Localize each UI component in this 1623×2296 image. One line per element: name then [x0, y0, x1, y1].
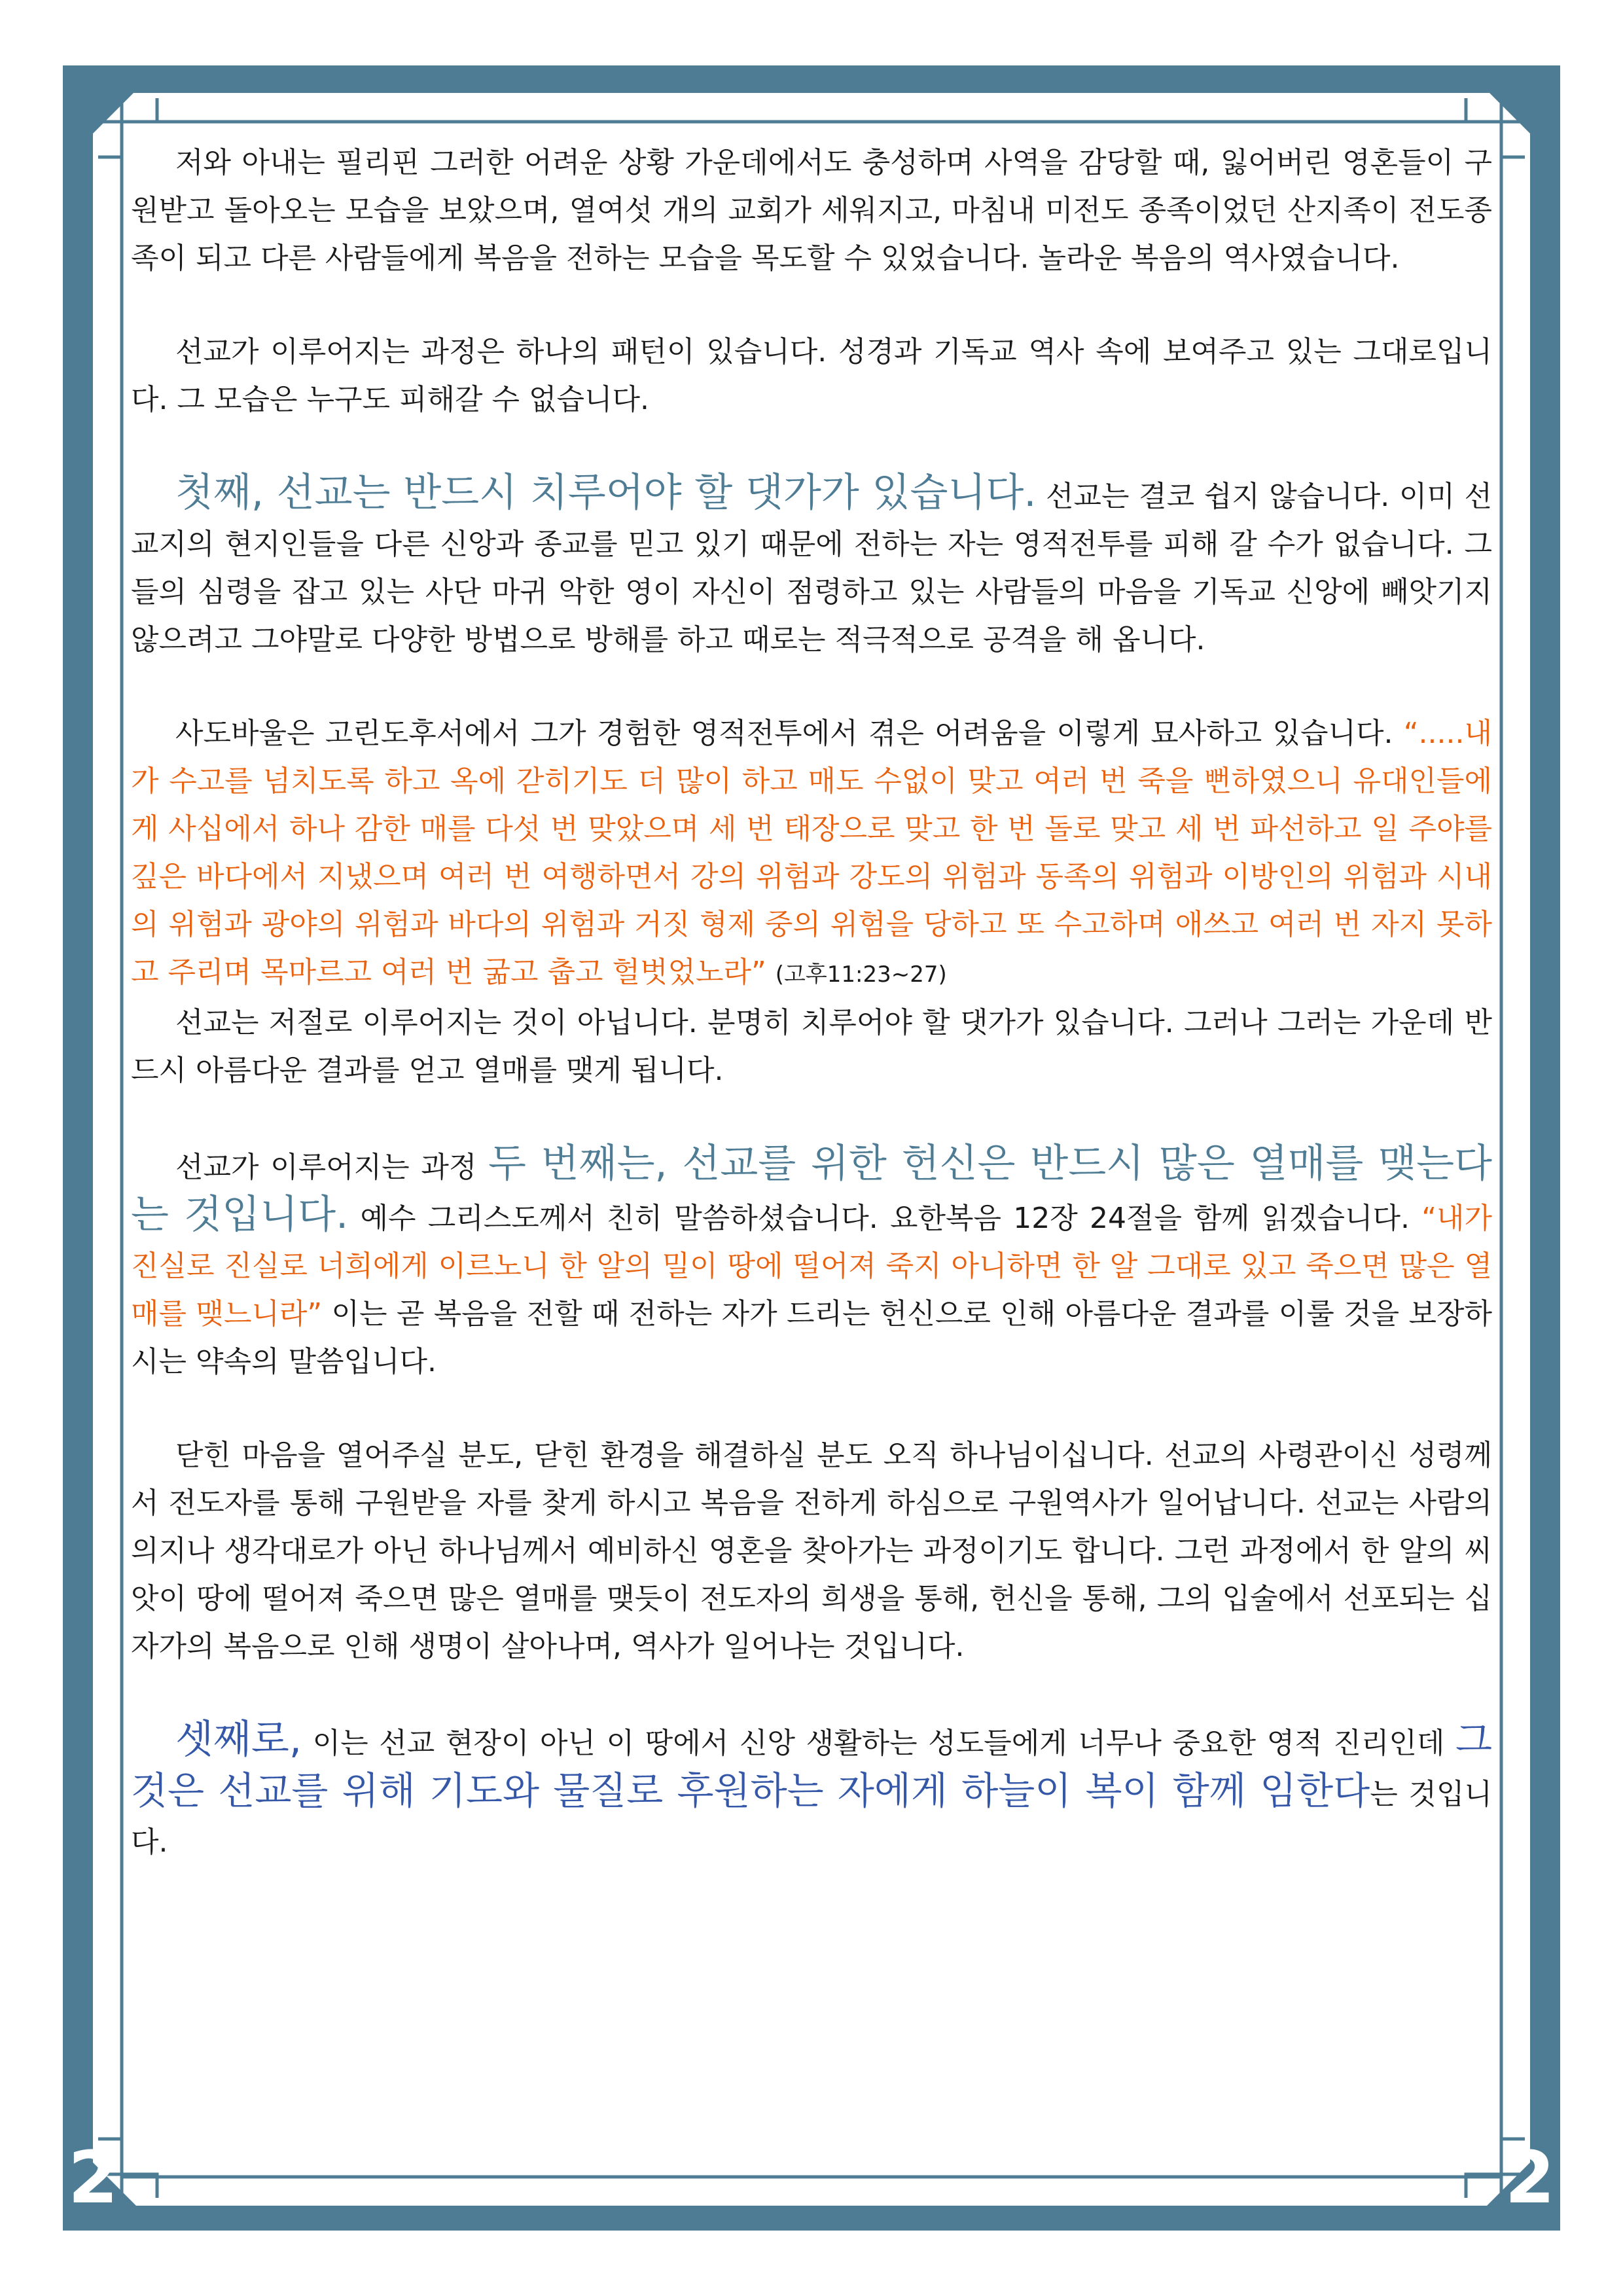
paragraph-8-highlight: 그것은 선교를 위해 기도와 물질로 후원하는 자에게 하늘이 복이 함께 임한다: [131, 1717, 1492, 1813]
paragraph-6-mid: 예수 그리스도께서 친히 말씀하셨습니다. 요한복음 12장 24절을 함께 읽겠습니다.: [348, 1202, 1422, 1235]
scripture-quote-corinthians: “.....내가 수고를 넘치도록 하고 옥에 갇히기도 더 많이 하고 매도 수없이 맞고 여러 번 죽을 뻔하였으니 유대인들에게 사십에서 하나 감한 매를 다섯 번 맞았으며 세 번 태장으로 맞고 한 번 돌로 맞고 세 번 파선하고 일 주야를 깊은 바다에서 지냈으며 여러 번 여행하면서 강의 위험과 강도의 위험과 동족의 위험과 이방인의 위험과 시내의 위험과 광야의 위험과 바다의 위험과 거짓 형제 중의 위험을 당하고 또 수고하며 애쓰고 여러 번 자지 못하고 주리며 목마르고 여러 번 굶고 춥고 헐벗었노라”: [131, 717, 1493, 989]
paragraph-6-tail: 이는 곧 복음을 전할 때 전하는 자가 드리는 헌신으로 인해 아름다운 결과를 이룰 것을 보장하시는 약속의 말씀입니다.: [131, 1297, 1492, 1378]
paragraph-5: 선교는 저절로 이루어지는 것이 아닙니다. 분명히 치루어야 할 댓가가 있습니다. 그러나 그러는 가운데 반드시 아름다운 결과를 얻고 열매를 맺게 됩니다.: [131, 1006, 1492, 1087]
paragraph-7: 닫힌 마음을 열어주실 분도, 닫힌 환경을 해결하실 분도 오직 하나님이십니다. 선교의 사령관이신 성령께서 전도자를 통해 구원받을 자를 찾게 하시고 복음을 전하게 하심으로 구원역사가 일어납니다. 선교는 사람의 의지나 생각대로가 아닌 하나님께서 예비하신 영혼을 찾아가는 과정이기도 합니다. 그런 과정에서 한 알의 씨앗이 땅에 떨어져 죽으면 많은 열매를 맺듯이 전도자의 희생을 통해, 헌신을 통해, 그의 입술에서 선포되는 십자가의 복음으로 인해 생명이 살아나며, 역사가 일어나는 것입니다.: [131, 1439, 1492, 1663]
paragraph-3: [131, 469, 1492, 664]
heading-third-point: 셋째로,: [175, 1717, 302, 1763]
paragraph-4: [131, 709, 1492, 999]
scripture-reference: (고후11:23~27): [775, 961, 947, 988]
heading-second-point: 두 번째는, 선교를 위한 헌신은 반드시 많은 열매를 맺는다는 것입니다.: [131, 1141, 1492, 1238]
paragraph-3-body: 선교는 결코 쉽지 않습니다. 이미 선교지의 현지인들을 다른 신앙과 종교를 믿고 있기 때문에 전하는 자는 영적전투를 피해 갈 수가 없습니다. 그들의 심령을 잡고 있는 사단 마귀 악한 영이 자신이 점령하고 있는 사람들의 마음을 기독교 신앙에 빼앗기지 않으려고 그야말로 다양한 방법으로 방해를 하고 때로는 적극적으로 공격을 해 옵니다.: [131, 480, 1492, 656]
paragraph-1: 저와 아내는 필리핀 그러한 어려운 상황 가운데에서도 충성하며 사역을 감당할 때, 잃어버린 영혼들이 구원받고 돌아오는 모습을 보았으며, 열여섯 개의 교회가 세워지고, 마침내 미전도 종족이었던 산지족이 전도종족이 되고 다른 사람들에게 복음을 전하는 모습을 목도할 수 있었습니다. 놀라운 복음의 역사였습니다.: [131, 146, 1492, 275]
heading-first-point: 첫째, 선교는 반드시 치루어야 할 댓가가 있습니다.: [175, 470, 1037, 516]
paragraph-4-intro: 사도바울은 고린도후서에서 그가 경험한 영적전투에서 겪은 어려움을 이렇게 묘사하고 있습니다.: [175, 717, 1393, 750]
page-number-left: 2: [68, 2136, 118, 2219]
page-number-right: 2: [1505, 2136, 1555, 2219]
paragraph-8: [131, 1716, 1492, 1866]
paragraph-6-lead: 선교가 이루어지는 과정: [175, 1151, 488, 1184]
scripture-quote-john: “내가 진실로 진실로 너희에게 이르노니 한 알의 밀이 땅에 떨어져 죽지 아니하면 한 알 그대로 있고 죽으면 많은 열매를 맺느니라”: [131, 1202, 1492, 1331]
paragraph-8-mid: 이는 선교 현장이 아닌 이 땅에서 신앙 생활하는 성도들에게 너무나 중요한 영적 진리인데: [301, 1727, 1455, 1760]
paragraph-8-tail: 는 것입니다.: [131, 1778, 1492, 1859]
article-body: [131, 139, 1492, 1866]
paragraph-2: 선교가 이루어지는 과정은 하나의 패턴이 있습니다. 성경과 기독교 역사 속에 보여주고 있는 그대로입니다. 그 모습은 누구도 피해갈 수 없습니다.: [131, 335, 1492, 416]
paragraph-6: [131, 1140, 1492, 1386]
